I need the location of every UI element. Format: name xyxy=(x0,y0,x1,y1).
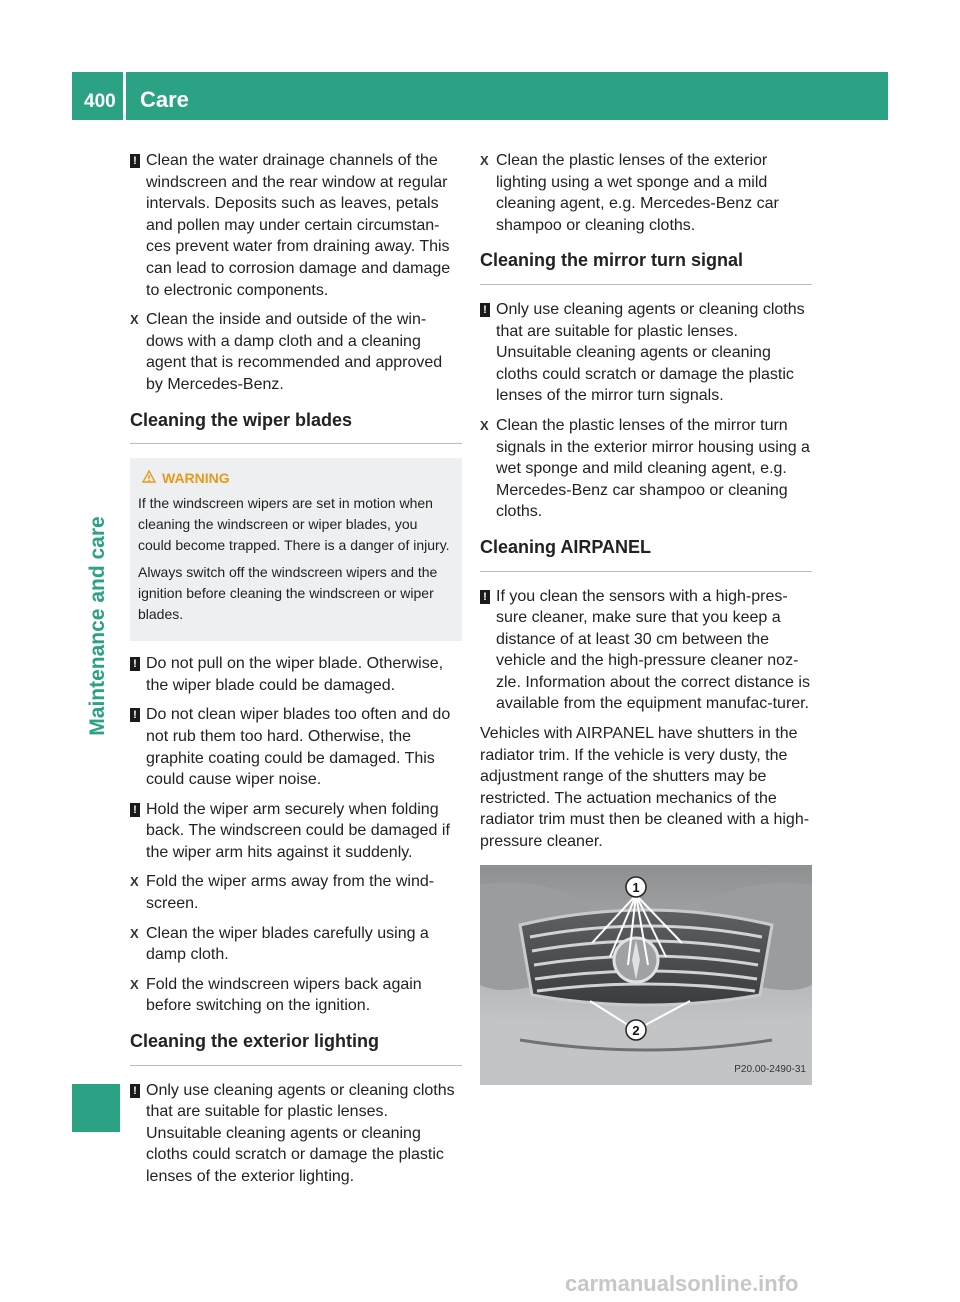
arrow-icon: X xyxy=(130,976,139,992)
exclamation-icon: ! xyxy=(130,803,140,817)
note-text: Do not pull on the wiper blade. Otherwise, the wiper blade could be damaged. xyxy=(146,655,444,694)
step-item xyxy=(130,309,462,395)
warning-triangle-icon xyxy=(142,470,156,483)
arrow-icon: X xyxy=(480,153,489,168)
heading-airpanel: Cleaning AIRPANEL xyxy=(480,537,812,572)
heading-wiper-blades: Cleaning the wiper blades xyxy=(130,410,462,445)
side-tab-marker xyxy=(72,1084,120,1132)
figure-code: P20.00-2490-31 xyxy=(734,1064,806,1076)
note-text: Only use cleaning agents or cleaning cloths that are suitable for plastic lenses. Unsuitable cleaning agents or cleaning cloths could scratch or damage the plastic lenses of the exterior lighting. xyxy=(146,1081,455,1185)
warning-label: WARNING xyxy=(162,470,230,487)
left-column xyxy=(130,150,462,1196)
step-text: Clean the plastic lenses of the mirror turn signals in the exterior mirror housing using a wet sponge and mild cleaning agent, e.g. Mercedes-Benz car shampoo or cleaning cloths. xyxy=(496,416,810,521)
watermark: carmanualsonline.info xyxy=(565,1271,799,1296)
exclamation-icon: ! xyxy=(130,657,140,671)
note-text: Hold the wiper arm securely when folding back. The windscreen could be damaged if the wiper arm hits against it suddenly. xyxy=(146,800,450,861)
callout-2 xyxy=(626,1020,646,1040)
note-text: Only use cleaning agents or cleaning cloths that are suitable for plastic lenses. Unsuitable cleaning agents or cleaning cloths could scratch or damage the plastic lenses of the mirror turn signals. xyxy=(496,300,805,405)
radiator-grille-illustration xyxy=(480,865,812,1085)
svg-text:1: 1 xyxy=(632,879,640,895)
note-text: Clean the water drainage channels of the windscreen and the rear window at regular intervals. Deposits such as leaves, petals and pollen may under certain circumstan-ces prevent water from draining away. This can lead to corrosion damage and damage to electronic components. xyxy=(146,152,451,299)
side-tab-label: Maintenance and care xyxy=(86,516,109,736)
airpanel-figure xyxy=(480,865,812,1085)
note-item xyxy=(130,799,462,864)
exclamation-icon: ! xyxy=(130,708,140,722)
exclamation-icon: ! xyxy=(480,590,490,604)
warning-box xyxy=(130,458,462,641)
arrow-icon: X xyxy=(130,925,139,941)
note-item xyxy=(130,653,462,696)
warning-text: If the windscreen wipers are set in motion when cleaning the windscreen or wiper blades, you could become trapped. There is a danger of injury. xyxy=(138,495,450,554)
note-item xyxy=(130,150,462,301)
heading-exterior-lighting: Cleaning the exterior lighting xyxy=(130,1031,462,1066)
callout-1 xyxy=(626,877,646,897)
exclamation-icon: ! xyxy=(130,154,140,168)
section-title: Care xyxy=(140,87,189,112)
arrow-icon: X xyxy=(480,417,489,433)
step-text: Clean the inside and outside of the win-dows with a damp cloth and a cleaning agent that is recommended and approved by Mercedes-Benz. xyxy=(146,311,443,393)
page-header xyxy=(72,72,888,120)
step-item xyxy=(130,871,462,914)
heading-mirror-turn-signal: Cleaning the mirror turn signal xyxy=(480,250,812,285)
note-item xyxy=(480,299,812,407)
exclamation-icon: ! xyxy=(130,1084,140,1098)
note-item xyxy=(480,586,812,716)
step-item xyxy=(480,415,812,523)
arrow-icon: X xyxy=(130,874,139,890)
step-item xyxy=(130,923,462,966)
step-item xyxy=(480,150,812,236)
exclamation-icon: ! xyxy=(480,303,490,317)
step-text: Clean the wiper blades carefully using a damp cloth. xyxy=(146,924,429,964)
page-number: 400 xyxy=(84,91,116,112)
note-item xyxy=(130,704,462,790)
step-text: Clean the plastic lenses of the exterior lighting using a wet sponge and a mild cleaning agent, e.g. Mercedes-Benz car shampoo or cleaning cloths. xyxy=(496,152,779,234)
warning-title xyxy=(138,468,454,489)
step-text: Fold the wiper arms away from the wind-screen. xyxy=(146,873,435,913)
note-text: Do not clean wiper blades too often and do not rub them too hard. Otherwise, the graphite coating could be damaged. This could cause wiper noise. xyxy=(146,706,451,789)
note-text: If you clean the sensors with a high-pres-sure cleaner, make sure that you keep a distance of at least 30 cm between the vehicle and the high-pressure cleaner noz-zle. Information about the correct distance is available from the equipment manufac-turer. xyxy=(496,587,810,713)
arrow-icon: X xyxy=(130,312,139,328)
warning-text: Always switch off the windscreen wipers and the ignition before cleaning the windscreen or wiper blades. xyxy=(138,564,438,623)
step-item xyxy=(130,974,462,1017)
step-text: Fold the windscreen wipers back again before switching on the ignition. xyxy=(146,975,422,1015)
header-divider xyxy=(123,72,126,120)
svg-text:2: 2 xyxy=(632,1022,640,1038)
body-paragraph: Vehicles with AIRPANEL have shutters in the radiator trim. If the vehicle is very dusty, the adjustment range of the shutters may be restricted. The actuation mechanics of the radiator trim must then be cleaned with a high-pressure cleaner. xyxy=(480,725,810,851)
right-column xyxy=(480,150,812,1085)
note-item xyxy=(130,1080,462,1188)
